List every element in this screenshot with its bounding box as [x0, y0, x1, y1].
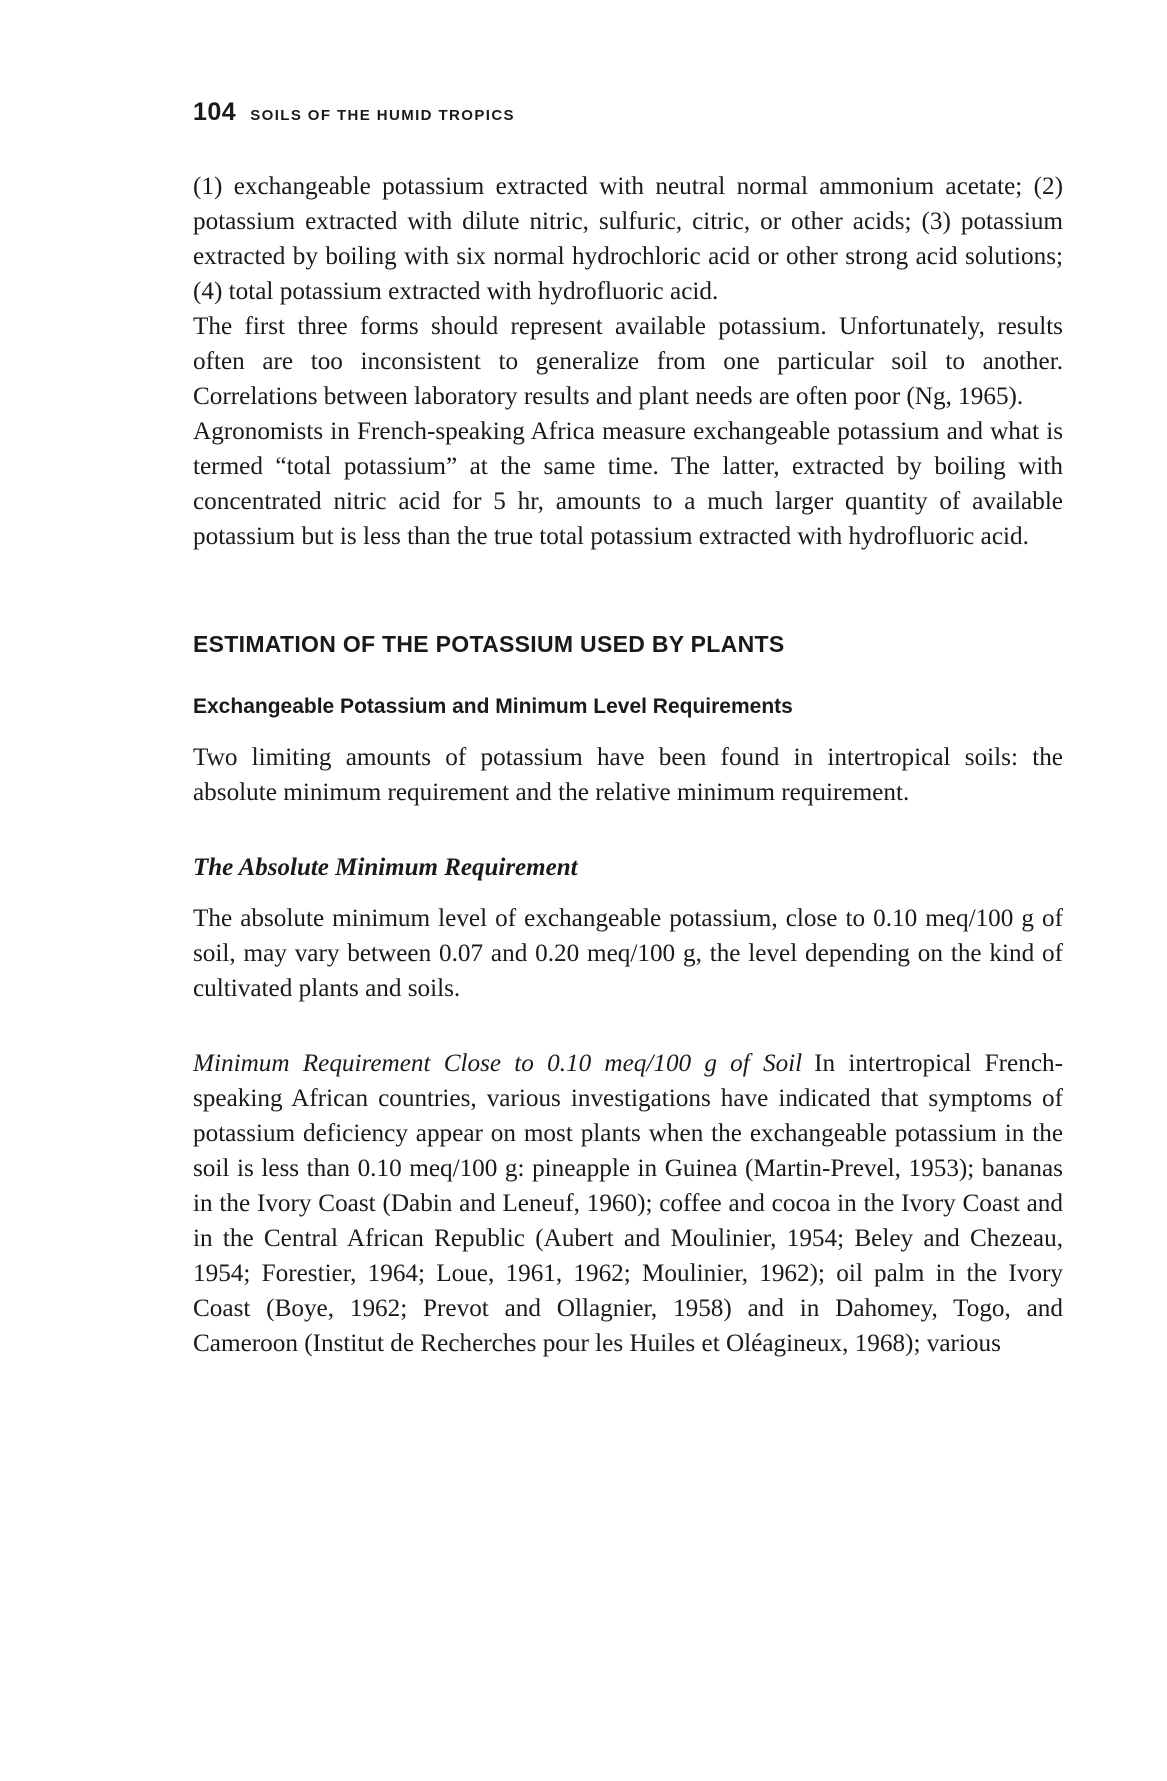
run-in-text: In intertropical French-speaking African countries, various investigations have indicated that symptoms of potassium deficiency appear on most plants when the exchangeable potassium in the soil is less than 0.10 meq/100 g: pineapple in Guinea (Martin-Prevel, 1953); bananas in the Ivory Coast (Dabin and Leneuf, 1960); coffee and cocoa in the Ivory Coast and in the Central African Republic (Aubert and Moulinier, 1954; Beley and Chezeau, 1954; Forestier, 1964; Loue, 1961, 1962; Moulinier, 1962); oil palm in the Ivory Coast (Boye, 1962; Prevot and Ollagnier, 1958) and in Dahomey, Togo, and Cameroon (Institut de Recherches pour les Huiles et Oléagineux, 1968); various: [193, 1050, 1063, 1357]
italic-heading: The Absolute Minimum Requirement: [193, 854, 578, 881]
paragraph-absolute-minimum: The absolute minimum level of exchangeable potassium, close to 0.10 meq/100 g of soil, may vary between 0.07 and 0.20 meq/100 g, the level depending on the kind of cultivated plants and soils.: [193, 905, 1063, 1002]
paragraph-available-potassium: The first three forms should represent available potassium. Unfortunately, results often are too inconsistent to generalize from one particular soil to another. Correlations between laboratory results and plant needs are often poor (Ng, 1965).: [193, 313, 1063, 410]
run-in-heading: Minimum Requirement Close to 0.10 meq/100 g of Soil: [193, 1050, 803, 1077]
paragraph-minimum-requirement: [193, 1046, 1063, 1361]
running-head: [193, 100, 1063, 125]
paragraph-potassium-forms: (1) exchangeable potassium extracted with neutral normal ammonium acetate; (2) potassium extracted with dilute nitric, sulfuric, citric, or other acids; (3) potassium extracted by boiling with six normal hydrochloric acid or other strong acid solutions; (4) total potassium extracted with hydrofluoric acid.: [193, 173, 1063, 305]
paragraph-limiting-amounts: Two limiting amounts of potassium have been found in intertropical soils: the absolute minimum requirement and the relative minimum requirement.: [193, 744, 1063, 806]
section-heading: ESTIMATION OF THE POTASSIUM USED BY PLANTS: [193, 631, 785, 657]
running-head-title: SOILS OF THE HUMID TROPICS: [250, 107, 515, 124]
book-page: [193, 100, 1063, 1361]
paragraph-french-agronomists: Agronomists in French-speaking Africa measure exchangeable potassium and what is termed “total potassium” at the same time. The latter, extracted by boiling with concentrated nitric acid for 5 hr, amounts to a much larger quantity of available potassium but is less than the true total potassium extracted with hydrofluoric acid.: [193, 418, 1063, 550]
sub-heading: Exchangeable Potassium and Minimum Level Requirements: [193, 695, 793, 718]
page-number: 104: [193, 98, 237, 126]
